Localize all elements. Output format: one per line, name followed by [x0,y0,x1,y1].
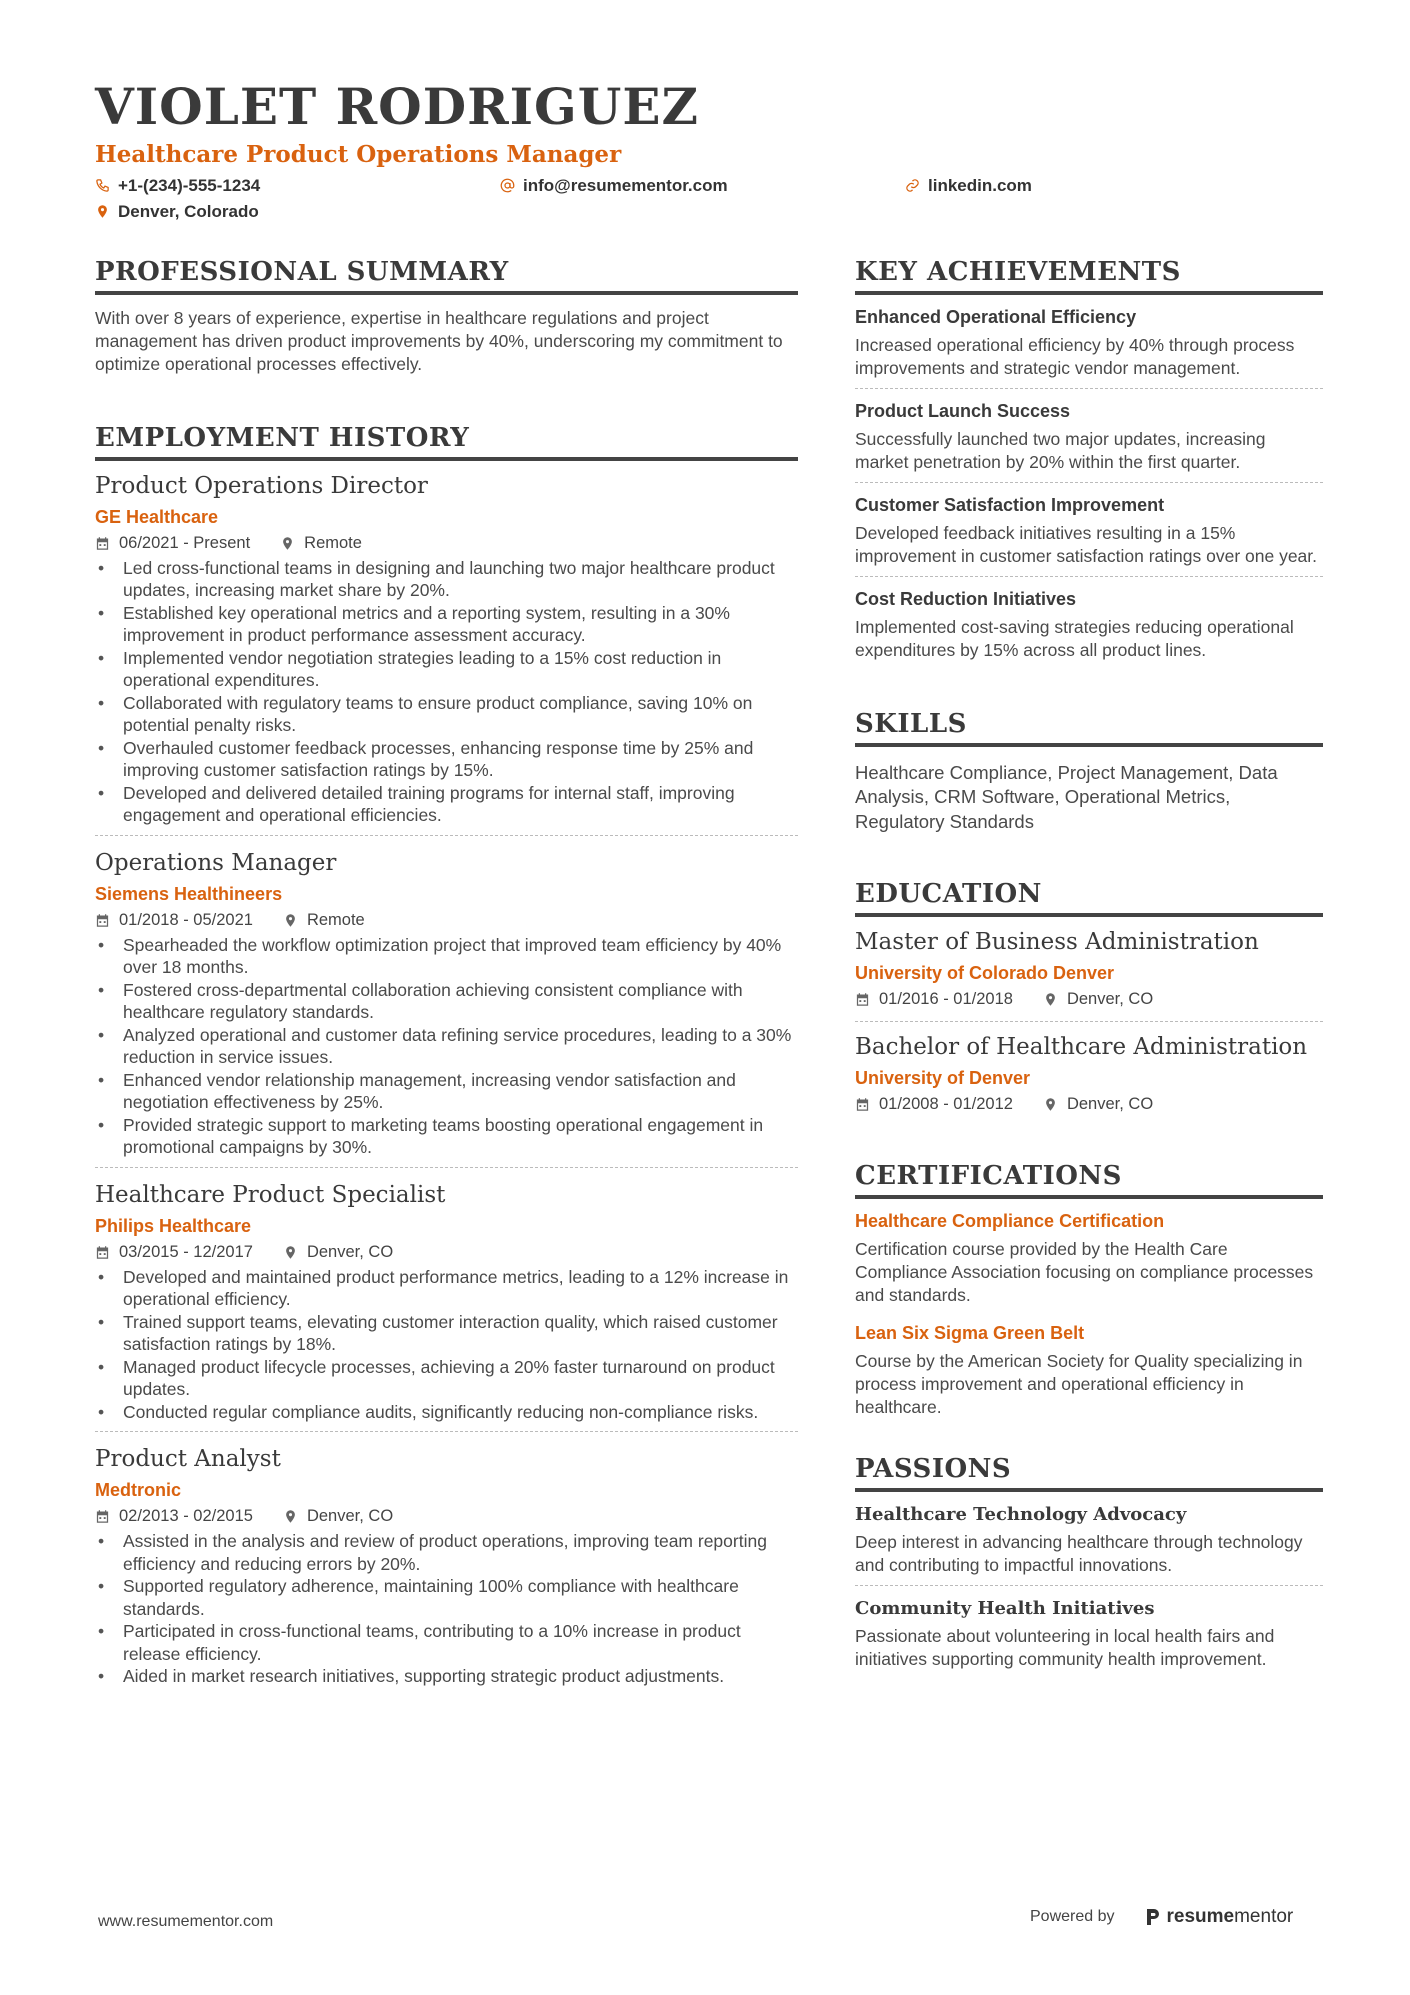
brand-name-b: mentor [1234,1906,1294,1927]
footer-website[interactable]: www.resumementor.com [98,1913,274,1930]
job-bullets [95,934,798,1159]
passion-title: Community Health Initiatives [855,1597,1155,1619]
location-pin-icon [283,1245,298,1260]
date-text: 06/2021 - Present [119,533,251,552]
job-entry [95,1446,798,1696]
passion-text: Deep interest in advancing healthcare through technology and contributing to impactful innovations. [855,1531,1303,1575]
job-entry [95,473,798,836]
date-location-row [95,1507,798,1526]
achievements-list [855,307,1323,670]
education-item [855,1034,1323,1126]
powered-by-label: Powered by [1030,1908,1115,1925]
location [283,1507,393,1526]
brand-name-a: resume [1166,1906,1235,1927]
company-name: Medtronic [95,1480,182,1501]
school-name: University of Colorado Denver [855,963,1115,984]
achievement-item [855,589,1323,670]
job-bullet: • Established key operational metrics and a reporting system, resulting in a 30% improvement in product performance assessment accuracy. [95,602,798,647]
employment-heading: EMPLOYMENT HISTORY [95,424,798,461]
at-icon [500,178,515,193]
achievement-text: Increased operational efficiency by 40% through process improvements and strategic vendor management. [855,334,1295,378]
job-entry [95,1182,798,1433]
skills-heading: SKILLS [855,710,1323,747]
location-text: Remote [306,910,365,929]
job-bullet: • Supported regulatory adherence, maintaining 100% compliance with healthcare standards. [95,1575,798,1620]
employment-section [95,424,798,1696]
job-bullet: • Provided strategic support to marketing teams boosting operational engagement in promotional campaigns by 30%. [95,1114,798,1159]
certification-item [855,1211,1323,1307]
company-name: Philips Healthcare [95,1215,252,1236]
location-text: Denver, CO [306,1242,394,1261]
job-bullets [95,1530,798,1688]
job-bullet: • Fostered cross-departmental collaboration achieving consistent compliance with healthcare regulatory standards. [95,979,798,1024]
date-range [95,1243,253,1262]
education-list [855,929,1323,1126]
certification-item [855,1323,1323,1419]
job-bullet: • Developed and delivered detailed training programs for internal staff, improving engagement and operational efficiencies. [95,782,798,827]
location-pin-icon [283,1509,298,1524]
certification-title: Healthcare Compliance Certification [855,1211,1165,1232]
location-text: Denver, Colorado [118,202,259,221]
job-bullet: • Managed product lifecycle processes, achieving a 20% faster turnaround on product updates. [95,1356,798,1401]
job-bullet: • Spearheaded the workflow optimization project that improved team efficiency by 40% over 18 months. [95,934,798,979]
location-text: Denver, CO [1066,1095,1154,1114]
education-heading: EDUCATION [855,880,1323,917]
date-location-row [855,990,1323,1009]
skills-text: Healthcare Compliance, Project Management, Data Analysis, CRM Software, Operational Metrics, Regulatory Standards [855,761,1278,832]
company-name: Siemens Healthineers [95,883,283,904]
calendar-icon [95,1509,110,1524]
achievement-title: Customer Satisfaction Improvement [855,494,1165,515]
location [1043,1095,1153,1114]
calendar-icon [855,992,870,1007]
certifications-section [855,1162,1323,1419]
achievement-title: Cost Reduction Initiatives [855,588,1077,609]
location-contact [95,203,259,220]
job-bullet: • Assisted in the analysis and review of product operations, improving team reporting efficiency and reducing errors by 20%. [95,1530,798,1575]
job-bullet: • Collaborated with regulatory teams to ensure product compliance, saving 10% on potential penalty risks. [95,692,798,737]
location-pin-icon [280,536,295,551]
calendar-icon [95,536,110,551]
school-name: University of Denver [855,1068,1031,1089]
date-location-row [95,1243,798,1262]
degree-title: Master of Business Administration [855,929,1259,956]
location [280,534,362,553]
job-title: Healthcare Product Specialist [95,1181,446,1208]
passions-section [855,1455,1323,1679]
location-pin-icon [1043,992,1058,1007]
calendar-icon [95,913,110,928]
location-pin-icon [283,913,298,928]
location-text: Remote [304,533,362,552]
passion-title: Healthcare Technology Advocacy [855,1503,1187,1525]
passions-list [855,1504,1323,1679]
right-column [855,258,1323,1691]
job-bullet: • Conducted regular compliance audits, significantly reducing non-compliance risks. [95,1401,798,1424]
phone-icon [95,178,110,193]
summary-text: With over 8 years of experience, expertise in healthcare regulations and project management has driven product improvements by 40%, underscoring my commitment to optimize operational processes effectively. [95,307,783,374]
summary-section [95,258,798,376]
job-entry [95,850,798,1168]
achievement-text: Implemented cost-saving strategies reducing operational expenditures by 15% across all product lines. [855,616,1294,660]
date-text: 01/2008 - 01/2012 [879,1095,1013,1114]
date-text: 03/2015 - 12/2017 [119,1242,253,1261]
certifications-heading: CERTIFICATIONS [855,1162,1323,1199]
location-text: Denver, CO [1066,990,1154,1009]
passion-text: Passionate about volunteering in local health fairs and initiatives supporting community health improvement. [855,1625,1275,1669]
date-text: 01/2016 - 01/2018 [879,990,1013,1009]
calendar-icon [95,1245,110,1260]
job-bullet: • Aided in market research initiatives, supporting strategic product adjustments. [95,1665,798,1688]
brand-logo[interactable] [1145,1906,1294,1928]
jobs-list [95,473,798,1696]
candidate-name: VIOLET RODRIGUEZ [95,77,699,136]
date-range [95,1507,253,1526]
job-title: Operations Manager [95,849,337,876]
achievement-item [855,401,1323,483]
job-bullet: • Participated in cross-functional teams, contributing to a 10% increase in product release efficiency. [95,1620,798,1665]
company-name: GE Healthcare [95,506,219,527]
email-contact[interactable] [500,177,728,194]
achievement-text: Successfully launched two major updates, increasing market penetration by 20% within the first quarter. [855,428,1266,472]
job-bullet: • Analyzed operational and customer data refining service procedures, leading to a 30% reduction in service issues. [95,1024,798,1069]
job-title: Product Operations Director [95,472,428,499]
link-icon [905,178,920,193]
achievements-heading: KEY ACHIEVEMENTS [855,258,1323,295]
education-item [855,929,1323,1022]
skills-section [855,710,1323,834]
location [283,911,365,930]
achievements-section [855,258,1323,670]
achievement-title: Enhanced Operational Efficiency [855,306,1137,327]
job-bullets [95,1266,798,1424]
date-text: 02/2013 - 02/2015 [119,1507,253,1526]
education-section [855,880,1323,1126]
brand-mark-icon [1145,1907,1161,1927]
linkedin-text: linkedin.com [928,176,1032,195]
certification-text: Course by the American Society for Quality specializing in process improvement and operational efficiency in healthcare. [855,1351,1303,1418]
passions-heading: PASSIONS [855,1455,1323,1492]
job-bullet: • Developed and maintained product performance metrics, leading to a 12% increase in operational efficiency. [95,1266,798,1311]
location [283,1243,393,1262]
job-bullet: • Trained support teams, elevating customer interaction quality, which raised customer satisfaction ratings by 18%. [95,1311,798,1356]
phone-contact[interactable] [95,177,260,194]
candidate-title: Healthcare Product Operations Manager [95,141,622,168]
job-title: Product Analyst [95,1446,281,1473]
footer-branding [1030,1906,1293,1928]
calendar-icon [855,1097,870,1112]
date-location-row [95,911,798,930]
job-bullet: • Led cross-functional teams in designing and launching two major healthcare product updates, increasing market share by 20%. [95,557,798,602]
certification-text: Certification course provided by the Health Care Compliance Association focusing on compliance processes and standards. [855,1239,1314,1306]
job-bullets [95,557,798,827]
phone-text: +1-(234)-555-1234 [118,176,261,195]
job-bullet: • Overhauled customer feedback processes, enhancing response time by 25% and improving customer satisfaction ratings by 15%. [95,737,798,782]
date-range [95,534,250,553]
email-text: info@resumementor.com [523,176,728,195]
date-range [95,911,253,930]
location-pin-icon [95,204,110,219]
job-bullet: • Implemented vendor negotiation strategies leading to a 15% cost reduction in operational expenditures. [95,647,798,692]
left-column [95,258,798,1710]
achievement-title: Product Launch Success [855,400,1071,421]
certifications-list [855,1211,1323,1419]
date-range [855,990,1013,1009]
date-text: 01/2018 - 05/2021 [119,910,253,929]
job-bullet: • Enhanced vendor relationship management, increasing vendor satisfaction and negotiation effectiveness by 25%. [95,1069,798,1114]
date-range [855,1095,1013,1114]
degree-title: Bachelor of Healthcare Administration [855,1034,1308,1061]
achievement-item [855,307,1323,389]
location-text: Denver, CO [306,1507,394,1526]
linkedin-contact[interactable] [905,177,1032,194]
certification-title: Lean Six Sigma Green Belt [855,1323,1085,1344]
date-location-row [95,534,798,553]
passion-item [855,1504,1323,1586]
achievement-item [855,495,1323,577]
summary-heading: PROFESSIONAL SUMMARY [95,258,798,295]
achievement-text: Developed feedback initiatives resulting in a 15% improvement in customer satisfaction ratings over one year. [855,522,1318,566]
location [1043,990,1153,1009]
passion-item [855,1598,1323,1679]
location-pin-icon [1043,1097,1058,1112]
date-location-row [855,1095,1323,1114]
